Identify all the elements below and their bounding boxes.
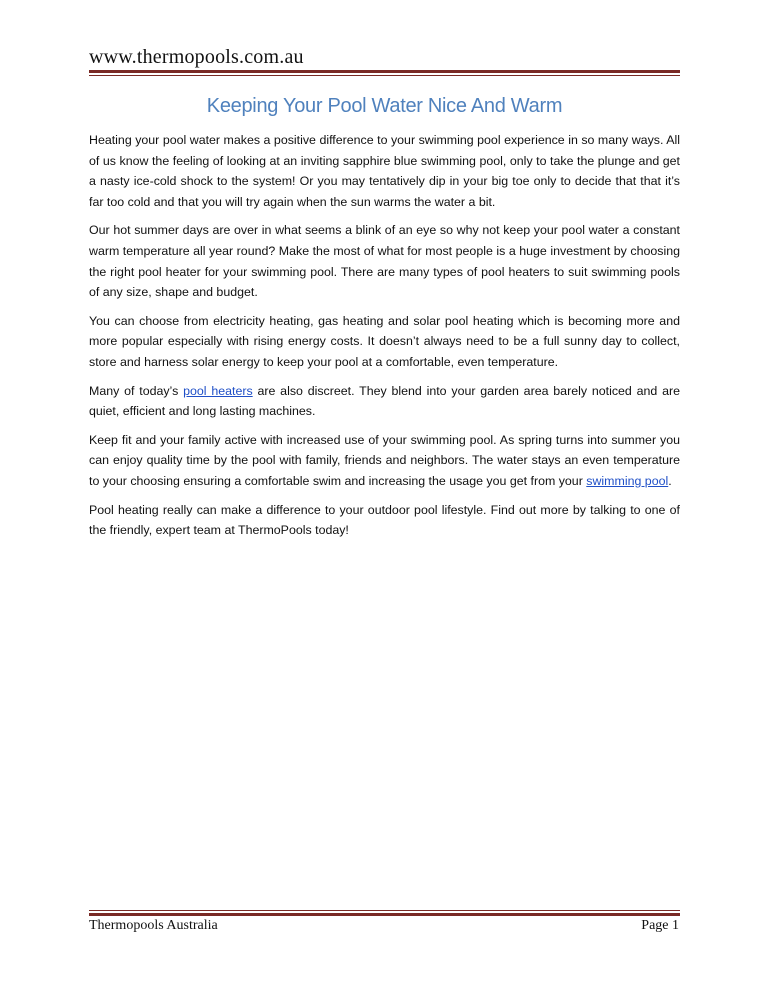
footer-page-number: Page 1 xyxy=(641,918,679,933)
paragraph-text: Many of today’s xyxy=(89,383,184,398)
paragraph: Pool heating really can make a difference to your outdoor pool lifestyle. Find out more by talking to one of the friendly, expert team at ThermoPools today! xyxy=(89,502,680,538)
swimming-pool-link[interactable]: swimming pool xyxy=(586,473,669,488)
header-rule-thin xyxy=(89,75,680,76)
paragraph: You can choose from electricity heating, gas heating and solar pool heating which is becoming more and more popular especially with rising energy costs. It doesn’t always need to be a full sunny day to collect, store and harness solar energy to keep your pool at a comfortable, even temperature. xyxy=(89,313,680,369)
document-title: Keeping Your Pool Water Nice And Warm xyxy=(206,95,563,117)
header-url: www.thermopools.com.au xyxy=(89,46,304,68)
paragraph-text: are also discreet. They blend into your garden area barely noticed and are quiet, efficient and long lasting machines. xyxy=(89,383,680,419)
paragraph: Heating your pool water makes a positive difference to your swimming pool experience in so many ways. All of us know the feeling of looking at an inviting sapphire blue swimming pool, only to take the plunge and get a nasty ice-cold shock to the system! Or you may tentatively dip in your big toe only to decide that that it’s far too cold and that you will try again when the sun warms the water a bit. xyxy=(89,133,680,209)
paragraph: Our hot summer days are over in what seems a blink of an eye so why not keep your pool water a constant warm temperature all year round? Make the most of what for most people is a huge investment by choosing the right pool heater for your swimming pool. There are many types of pool heaters to suit swimming pools of any size, shape and budget. xyxy=(89,223,680,300)
footer-rule-thin xyxy=(89,910,680,911)
pool-heaters-link[interactable]: pool heaters xyxy=(183,383,253,398)
paragraph-text: . xyxy=(668,473,672,488)
paragraph xyxy=(89,430,680,492)
footer-rule-thick xyxy=(89,913,680,916)
header-rule-thick xyxy=(89,70,680,73)
document-body xyxy=(89,130,680,549)
paragraph xyxy=(89,381,680,422)
footer-company: Thermopools Australia xyxy=(89,918,218,933)
paragraph-text: Keep fit and your family active with increased use of your swimming pool. As spring turns into summer you can enjoy quality time by the pool with family, friends and neighbors. The water stays an even temperature to your choosing ensuring a comfortable swim and increasing the usage you get from your xyxy=(89,432,680,488)
